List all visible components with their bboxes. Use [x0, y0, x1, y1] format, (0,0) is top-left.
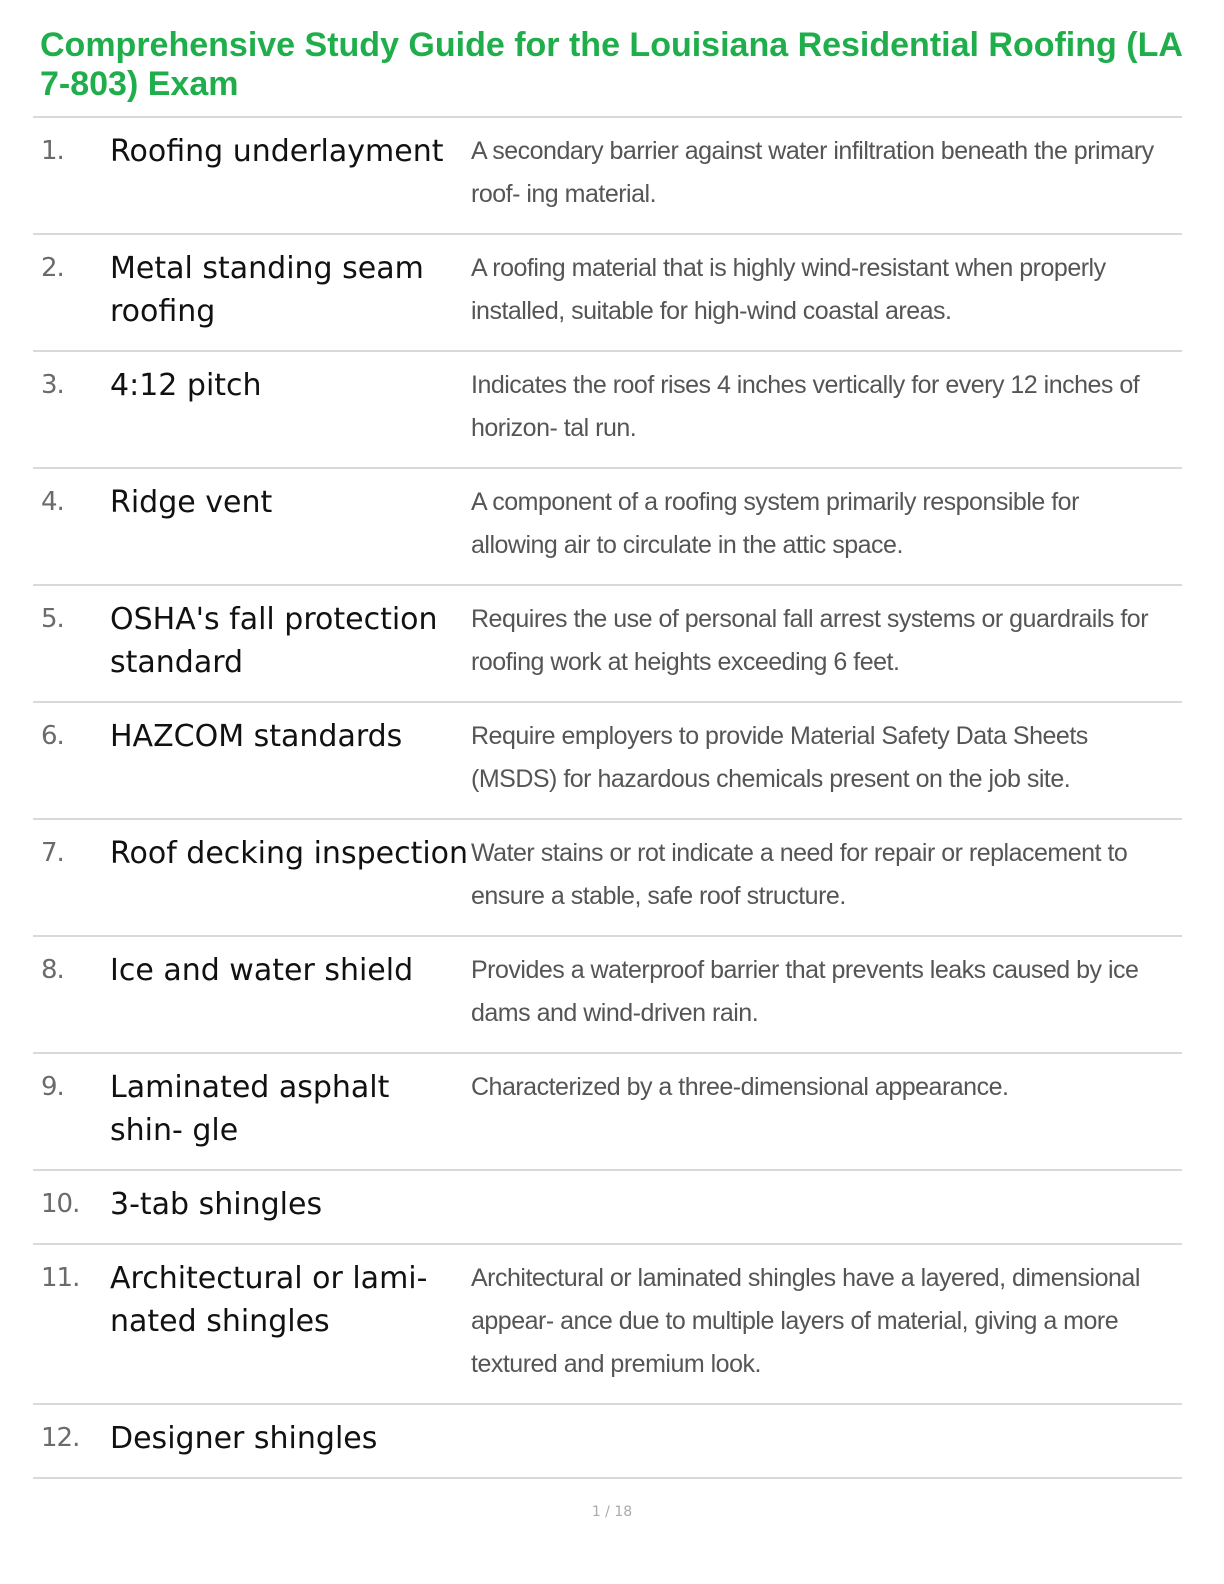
term-number: 8.	[41, 955, 64, 985]
term-definition: Provides a waterproof barrier that prevents leaks caused by ice dams and wind-driven rain.	[471, 956, 1139, 1027]
page-number: 1 / 18	[591, 1504, 633, 1520]
term-number: 5.	[41, 604, 64, 634]
term-definition: Indicates the roof rises 4 inches vertically for every 12 inches of horizon- tal run.	[471, 371, 1140, 442]
term-definition: Water stains or rot indicate a need for repair or replacement to ensure a stable, safe roof structure.	[471, 839, 1128, 910]
term-definition	[471, 1171, 1182, 1243]
term-definition: A secondary barrier against water infiltration beneath the primary roof- ing material.	[471, 137, 1154, 208]
term-definition: Requires the use of personal fall arrest systems or guardrails for roofing work at heights exceeding 6 feet.	[471, 605, 1149, 676]
term-row	[33, 820, 1182, 937]
term-name: Roofing underlayment	[110, 134, 444, 169]
term-name: Ice and water shield	[110, 953, 414, 988]
term-number: 6.	[41, 721, 64, 751]
term-row	[33, 469, 1182, 586]
term-row	[33, 1171, 1182, 1245]
term-row	[33, 1245, 1182, 1405]
term-row	[33, 937, 1182, 1054]
term-name: Ridge vent	[110, 485, 273, 520]
term-number: 7.	[41, 838, 64, 868]
term-definition: Characterized by a three-dimensional appearance.	[471, 1073, 1009, 1101]
term-number: 11.	[41, 1263, 80, 1293]
term-row	[33, 1054, 1182, 1171]
term-name: 3-tab shingles	[110, 1187, 323, 1222]
term-number: 2.	[41, 253, 64, 283]
term-name: Laminated asphalt shin- gle	[110, 1070, 390, 1148]
term-row	[33, 352, 1182, 469]
term-row	[33, 118, 1182, 235]
term-name: Metal standing seam roofing	[110, 251, 424, 329]
term-definition: Require employers to provide Material Safety Data Sheets (MSDS) for hazardous chemicals present on the job site.	[471, 722, 1088, 793]
term-row	[33, 235, 1182, 352]
term-definition	[471, 1405, 1182, 1477]
term-row	[33, 586, 1182, 703]
term-row	[33, 1405, 1182, 1479]
term-name: 4:12 pitch	[110, 368, 262, 403]
term-number: 4.	[41, 487, 64, 517]
term-number: 9.	[41, 1072, 64, 1102]
term-list	[33, 118, 1182, 1479]
term-name: Designer shingles	[110, 1421, 378, 1456]
term-name: Roof decking inspection	[110, 836, 469, 871]
term-definition: A roofing material that is highly wind-resistant when properly installed, suitable for high-wind coastal areas.	[471, 254, 1106, 325]
document-title: Comprehensive Study Guide for the Louisiana Residential Roofing (LA 7-803) Exam	[40, 26, 1182, 103]
term-name: HAZCOM standards	[110, 719, 403, 754]
term-name: OSHA's fall protection standard	[110, 602, 438, 680]
term-name: Architectural or lami- nated shingles	[110, 1261, 428, 1339]
term-number: 12.	[41, 1423, 80, 1453]
term-number: 3.	[41, 370, 64, 400]
term-number: 1.	[41, 136, 64, 166]
term-number: 10.	[41, 1189, 80, 1219]
term-definition: Architectural or laminated shingles have a layered, dimensional appear- ance due to multiple layers of material, giving a more textured and premium look.	[471, 1264, 1140, 1378]
term-definition: A component of a roofing system primarily responsible for allowing air to circulate in the attic space.	[471, 488, 1079, 559]
term-row	[33, 703, 1182, 820]
